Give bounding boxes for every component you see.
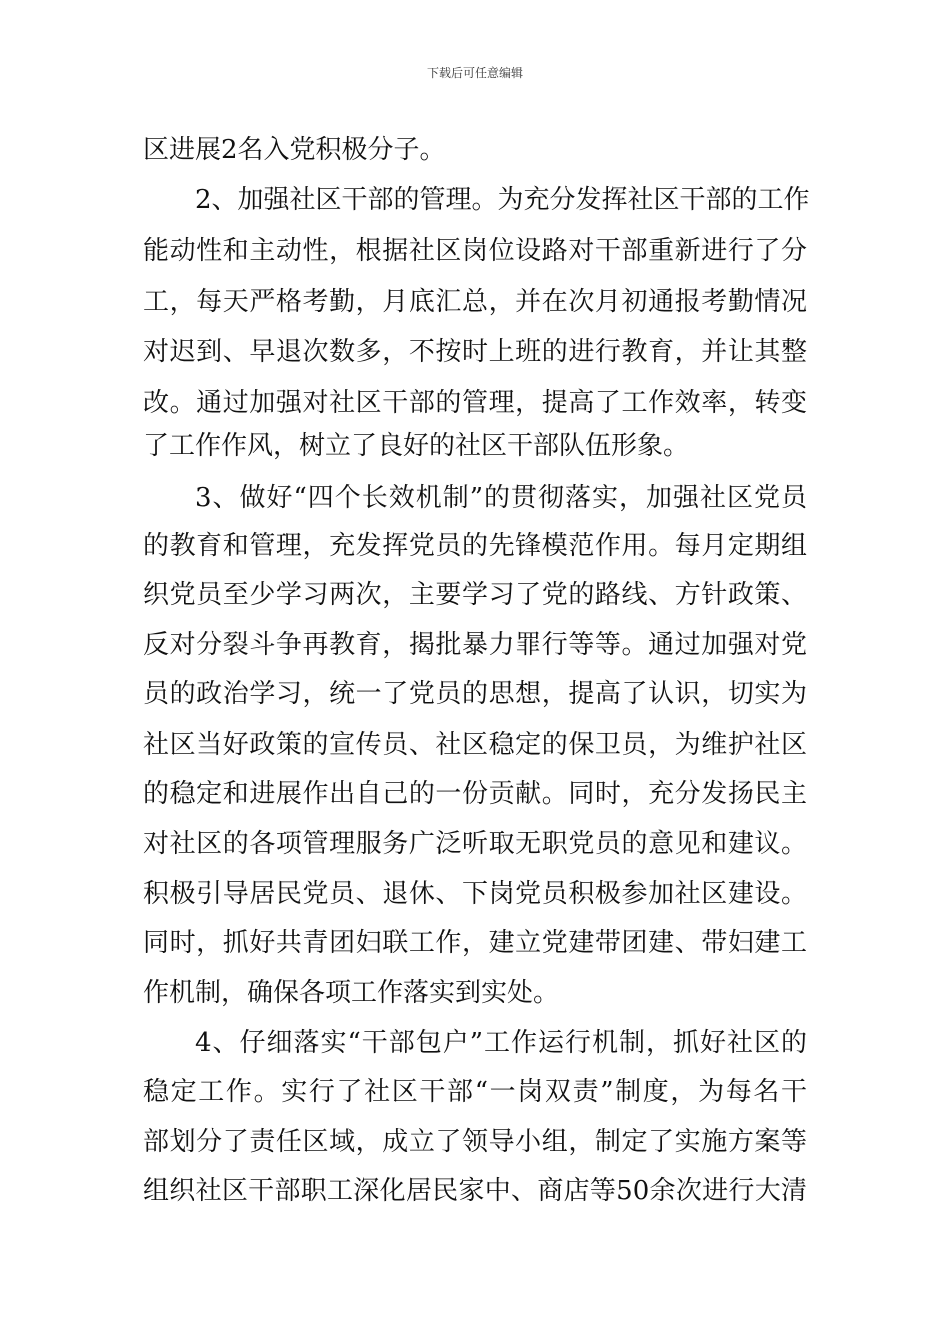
- text-line: 对社区的各项管理服务广泛听取无职党员的意见和建议。: [143, 829, 807, 859]
- paragraph-4-first-line: 4、仔细落实“干部包户”工作运行机制，抓好社区的: [195, 1028, 807, 1058]
- text-line: 的教育和管理，充发挥党员的先锋模范作用。每月定期组: [143, 531, 807, 561]
- text-line: 稳定工作。实行了社区干部“一岗双责”制度，为每名干: [143, 1077, 807, 1107]
- page-header: 下载后可任意编辑: [426, 66, 523, 80]
- text-line: 能动性和主动性，根据社区岗位设路对干部重新进行了分: [143, 236, 807, 266]
- text-line: 区进展2名入党积极分子。: [143, 135, 446, 165]
- text-line: 工，每天严格考勤，月底汇总，并在次月初通报考勤情况: [143, 287, 807, 317]
- text-line: 员的政治学习，统一了党员的思想，提高了认识，切实为: [143, 679, 807, 709]
- text-line: 作机制，确保各项工作落实到实处。: [143, 978, 560, 1008]
- text-line: 反对分裂斗争再教育，揭批暴力罪行等等。通过加强对党: [143, 630, 807, 660]
- text-line: 织党员至少学习两次，主要学习了党的路线、方针政策、: [143, 580, 807, 610]
- paragraph-2-first-line: 2、加强社区干部的管理。为充分发挥社区干部的工作: [195, 185, 810, 215]
- text-line: 积极引导居民党员、退休、下岗党员积极参加社区建设。: [143, 879, 807, 909]
- text-line: 的稳定和进展作出自己的一份贡献。同时，充分发扬民主: [143, 779, 807, 809]
- text-line: 了工作作风，树立了良好的社区干部队伍形象。: [143, 431, 690, 461]
- paragraph-3-first-line: 3、做好“四个长效机制”的贯彻落实，加强社区党员: [195, 483, 807, 513]
- text-line: 改。通过加强对社区干部的管理，提高了工作效率，转变: [143, 388, 807, 418]
- text-line: 部划分了责任区域，成立了领导小组，制定了实施方案等: [143, 1127, 807, 1157]
- text-line: 组织社区干部职工深化居民家中、商店等50余次进行大清: [143, 1176, 807, 1206]
- text-line: 社区当好政策的宣传员、社区稳定的保卫员，为维护社区: [143, 730, 807, 760]
- text-line: 同时，抓好共青团妇联工作，建立党建带团建、带妇建工: [143, 928, 807, 958]
- text-line: 对迟到、早退次数多，不按时上班的进行教育，并让其整: [143, 337, 807, 367]
